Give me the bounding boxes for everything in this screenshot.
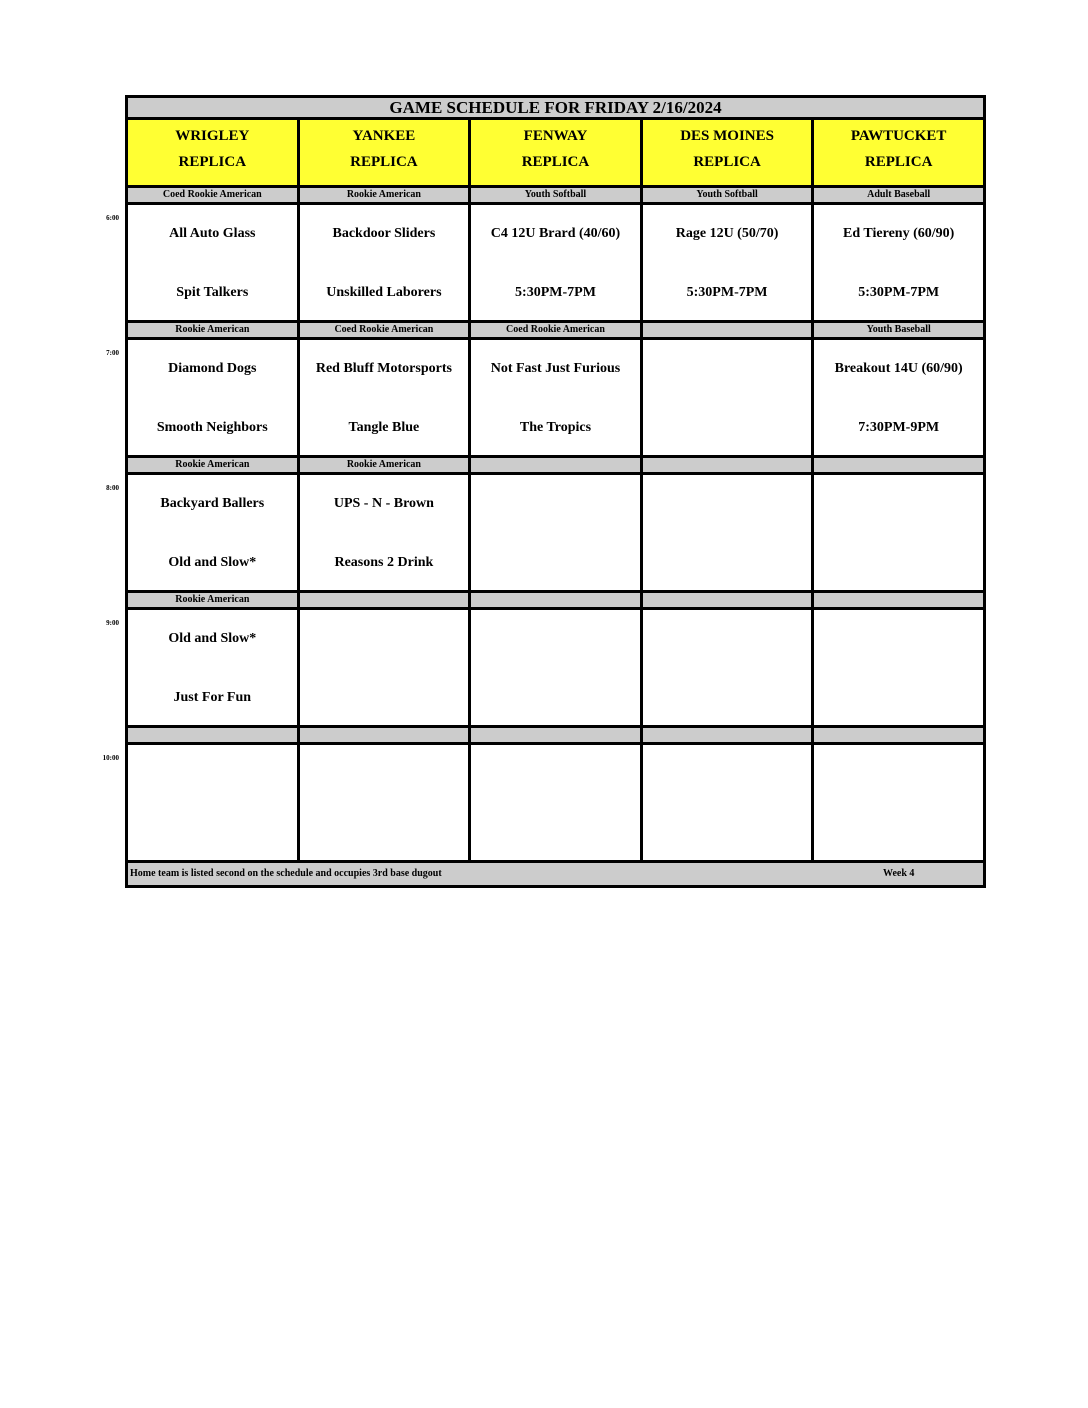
game-cell: [471, 745, 643, 863]
away-team: Rage 12U (50/70): [675, 226, 779, 241]
game-cell: [814, 745, 986, 863]
home-team: Unskilled Laborers: [326, 285, 442, 300]
games-row: [106, 475, 986, 593]
schedule-table: [102, 95, 986, 888]
home-team: Reasons 2 Drink: [334, 555, 434, 570]
game-cell: [128, 745, 300, 863]
division-row: [125, 323, 986, 340]
time-slot-label: 6:00: [106, 214, 119, 222]
time-blocks: [102, 188, 986, 863]
away-team: Not Fast Just Furious: [490, 361, 621, 376]
game-cell: [300, 205, 472, 323]
time-slot-label: 8:00: [106, 484, 119, 492]
away-team: Backdoor Sliders: [332, 226, 436, 241]
game-cell: [128, 475, 300, 593]
division-label: Youth Baseball: [814, 323, 986, 340]
division-label: [643, 728, 815, 745]
time-block: [106, 458, 986, 593]
away-team: All Auto Glass: [169, 226, 256, 241]
time-block: [106, 188, 986, 323]
home-team: Spit Talkers: [176, 285, 249, 300]
division-label: [643, 458, 815, 475]
home-team: 5:30PM-7PM: [858, 285, 940, 300]
games-row: [106, 205, 986, 323]
away-team: Diamond Dogs: [168, 361, 257, 376]
game-cell: [814, 340, 986, 458]
division-label: [814, 593, 986, 610]
field-header-des-moines: [643, 120, 815, 188]
game-cell: [471, 475, 643, 593]
division-label: Youth Softball: [471, 188, 643, 205]
game-cell: [471, 340, 643, 458]
game-cell: [643, 475, 815, 593]
time-slot-label: 7:00: [106, 349, 119, 357]
division-label: [300, 728, 472, 745]
game-cell: [300, 745, 472, 863]
time-slot-label: 10:00: [102, 754, 119, 762]
game-cell: [814, 610, 986, 728]
games-row: [106, 610, 986, 728]
field-name: YANKEE: [352, 128, 416, 144]
field-subtitle: REPLICA: [350, 154, 418, 170]
field-header-pawtucket: [814, 120, 986, 188]
games-row: [102, 745, 986, 863]
away-team: C4 12U Brard (40/60): [490, 226, 621, 241]
division-label: Coed Rookie American: [471, 323, 643, 340]
away-team: Red Bluff Motorsports: [315, 361, 452, 376]
division-label: Adult Baseball: [814, 188, 986, 205]
time-block: [106, 593, 986, 728]
field-header-wrigley: [128, 120, 300, 188]
home-team: The Tropics: [519, 420, 592, 435]
home-team: 5:30PM-7PM: [686, 285, 768, 300]
week-label: Week 4: [883, 868, 915, 879]
game-cell: [471, 205, 643, 323]
division-label: [471, 458, 643, 475]
division-label: [814, 728, 986, 745]
away-team: Ed Tiereny (60/90): [843, 226, 955, 241]
time-block: [102, 728, 986, 863]
game-cell: [300, 610, 472, 728]
division-label: Rookie American: [300, 458, 472, 475]
division-label: Coed Rookie American: [300, 323, 472, 340]
division-label: Rookie American: [128, 323, 300, 340]
division-row: [125, 728, 986, 745]
schedule-footer: [125, 863, 986, 888]
division-label: Rookie American: [128, 458, 300, 475]
field-subtitle: REPLICA: [521, 154, 590, 170]
away-team: Backyard Ballers: [160, 496, 265, 511]
home-team: 7:30PM-9PM: [858, 420, 940, 435]
division-row: [125, 188, 986, 205]
game-cell: [471, 610, 643, 728]
division-label: Rookie American: [128, 593, 300, 610]
game-cell: [814, 205, 986, 323]
division-label: [471, 728, 643, 745]
field-subtitle: REPLICA: [693, 154, 761, 170]
games-row: [106, 340, 986, 458]
division-label: [300, 593, 472, 610]
field-subtitle: REPLICA: [864, 154, 933, 170]
division-label: Rookie American: [300, 188, 472, 205]
division-label: [128, 728, 300, 745]
home-team: Smooth Neighbors: [156, 420, 268, 435]
division-label: Youth Softball: [643, 188, 815, 205]
home-team: Tangle Blue: [348, 420, 420, 435]
home-team-note: Home team is listed second on the schedule and occupies 3rd base dugout: [130, 868, 442, 879]
game-cell: [814, 475, 986, 593]
schedule-title: GAME SCHEDULE FOR FRIDAY 2/16/2024: [125, 95, 986, 120]
away-team: Old and Slow*: [168, 631, 257, 646]
home-team: 5:30PM-7PM: [515, 285, 596, 300]
time-slot-label: 9:00: [106, 619, 119, 627]
game-cell: [300, 340, 472, 458]
field-name: DES MOINES: [680, 128, 774, 144]
game-cell: [128, 340, 300, 458]
away-team: UPS - N - Brown: [333, 496, 434, 511]
field-name: FENWAY: [523, 128, 588, 144]
division-label: [471, 593, 643, 610]
field-subtitle: REPLICA: [178, 154, 247, 170]
division-label: Coed Rookie American: [128, 188, 300, 205]
time-block: [106, 323, 986, 458]
division-row: [125, 458, 986, 475]
game-cell: [643, 205, 815, 323]
division-label: [814, 458, 986, 475]
field-header-yankee: [300, 120, 472, 188]
game-cell: [643, 340, 815, 458]
division-row: [125, 593, 986, 610]
field-header-row: [125, 120, 986, 188]
game-cell: [643, 745, 815, 863]
away-team: Breakout 14U (60/90): [834, 361, 963, 376]
game-cell: [643, 610, 815, 728]
game-cell: [128, 205, 300, 323]
field-header-fenway: [471, 120, 643, 188]
division-label: [643, 323, 815, 340]
game-cell: [128, 610, 300, 728]
home-team: Just For Fun: [173, 690, 252, 705]
field-name: PAWTUCKET: [850, 128, 947, 144]
game-cell: [300, 475, 472, 593]
home-team: Old and Slow*: [168, 555, 257, 570]
division-label: [643, 593, 815, 610]
field-name: WRIGLEY: [175, 128, 250, 144]
